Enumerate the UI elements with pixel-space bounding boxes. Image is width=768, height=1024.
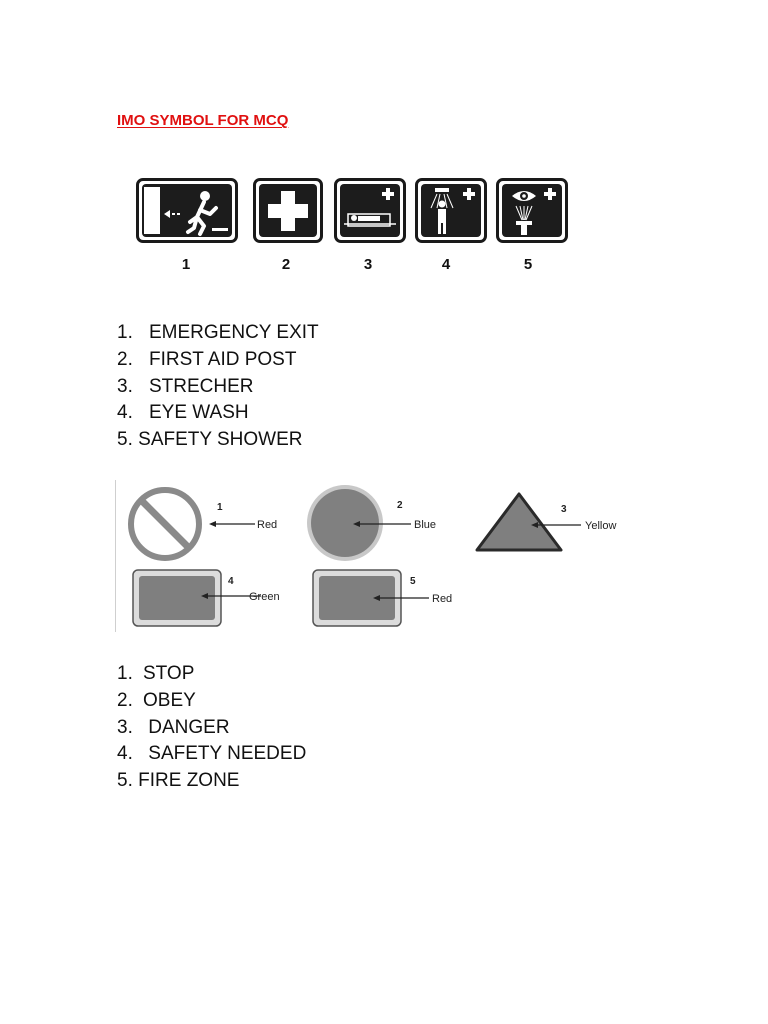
list-item (117, 741, 306, 768)
symbol-number: 5 (523, 256, 533, 273)
list-item (117, 347, 319, 374)
eye-wash-sign (496, 178, 568, 243)
list-text: SAFETY SHOWER (138, 429, 303, 451)
stretcher-icon (340, 184, 400, 237)
list-text: EMERGENCY EXIT (149, 322, 319, 343)
safety-shower-sign (415, 178, 487, 243)
list-item (117, 400, 319, 427)
list-text: DANGER (143, 716, 230, 738)
list-number: 1. (117, 322, 133, 343)
symbol-number: 1 (181, 256, 191, 273)
list-item (117, 688, 306, 715)
list-number: 5. (117, 429, 133, 451)
symbol-number: 3 (363, 256, 373, 273)
list-number: 2. (117, 348, 133, 370)
shape-answer-list (117, 661, 306, 795)
list-item (117, 320, 319, 347)
list-text: STOP (143, 663, 195, 684)
list-item (117, 715, 306, 742)
first-aid-sign (253, 178, 323, 243)
list-text: EYE WASH (149, 402, 249, 424)
list-number: 3. (117, 375, 133, 397)
symbol-number: 4 (441, 256, 451, 273)
first-aid-cross-icon (259, 184, 317, 237)
triangle-shape (477, 494, 561, 550)
figure-number: 2 (397, 500, 403, 511)
figure-number: 3 (561, 504, 567, 515)
list-text: SAFETY NEEDED (143, 743, 307, 765)
figure-number: 5 (410, 576, 416, 587)
symbol-answer-list (117, 320, 319, 454)
list-item (117, 661, 306, 688)
list-number: 1. (117, 663, 133, 684)
color-label: Yellow (585, 520, 617, 532)
list-number: 3. (117, 716, 133, 738)
list-number: 2. (117, 689, 133, 711)
page-heading: IMO SYMBOL FOR MCQ (117, 112, 289, 129)
list-item (117, 427, 319, 454)
list-text: FIRE ZONE (138, 770, 240, 792)
list-number: 5. (117, 770, 133, 792)
color-label: Red (257, 519, 278, 531)
list-item (117, 374, 319, 401)
list-text: FIRST AID POST (149, 348, 297, 370)
figure-number: 1 (217, 502, 223, 513)
eye-wash-icon (502, 184, 562, 237)
color-label: Blue (414, 519, 437, 531)
emergency-exit-icon (142, 184, 232, 237)
list-text: OBEY (143, 689, 196, 711)
emergency-exit-sign (136, 178, 238, 243)
safety-shower-icon (421, 184, 481, 237)
figure-number: 4 (228, 576, 234, 587)
color-label: Green (249, 591, 280, 603)
list-number: 4. (117, 743, 133, 765)
symbol-number: 2 (281, 256, 291, 273)
list-text: STRECHER (149, 375, 254, 397)
list-item (117, 768, 306, 795)
stretcher-sign (334, 178, 406, 243)
sign-shapes-figure (115, 480, 650, 632)
filled-circle-shape (307, 485, 383, 561)
prohibition-circle-shape (131, 490, 199, 558)
color-label: Red (432, 593, 453, 605)
list-number: 4. (117, 402, 133, 424)
